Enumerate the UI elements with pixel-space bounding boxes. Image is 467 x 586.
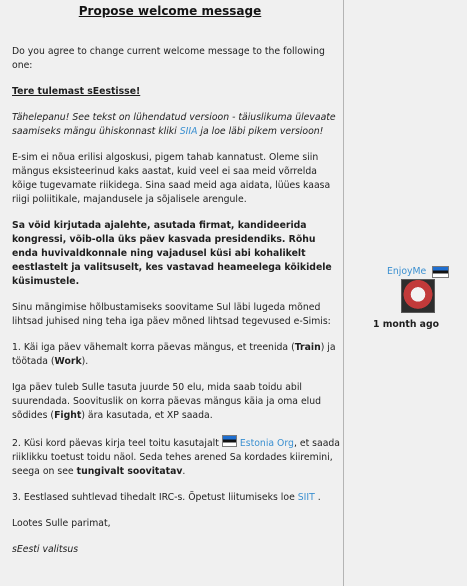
irc-guide-link[interactable]: SIIT bbox=[297, 492, 315, 503]
author-panel bbox=[345, 0, 467, 586]
step-2 bbox=[12, 435, 340, 479]
step-1 bbox=[12, 341, 340, 369]
paragraph-4-text-end: ) ära kasutada, et XP saada. bbox=[81, 410, 213, 421]
train-keyword: Train bbox=[294, 342, 321, 353]
intro-text: Do you agree to change current welcome message to the following one: bbox=[12, 46, 325, 71]
message-note bbox=[12, 111, 340, 139]
estonia-org-link[interactable]: Estonia Org bbox=[239, 438, 294, 449]
page-title: Propose welcome message bbox=[78, 4, 262, 18]
step-2-text: 2. Küsi kord päevas kirja teel toitu kasutajalt bbox=[12, 438, 219, 449]
step-3-text-end: . bbox=[314, 492, 321, 503]
step-2-text-end: . bbox=[182, 466, 186, 477]
signature: sEesti valitsus bbox=[12, 544, 79, 555]
avatar[interactable] bbox=[401, 279, 435, 313]
paragraph-4-text: Iga päev tuleb Sulle tasuta juurde 50 elu, mida saab toidu abil suurendada. Soovituslik on korra päevas mängus käia ja oma elud sõdides ( bbox=[12, 382, 322, 421]
note-link[interactable]: SIIA bbox=[179, 126, 198, 137]
closing-text: Lootes Sulle parimat, bbox=[12, 518, 111, 529]
message-paragraph-2: Sa võid kirjutada ajalehte, asutada firmat, kandideerida kongressi, võib-olla üks päev kasvada presidendiks. Rõhu enda huvivaldkonnale ning vajadusel küsi abi kohalikelt eestlastelt ja valitsuselt, kes vastavad heameelega kõikidele küsimustele. bbox=[12, 220, 332, 287]
strongly-recommended-text: tungivalt soovitatav bbox=[76, 466, 183, 477]
step-3 bbox=[12, 491, 340, 505]
fight-keyword: Fight bbox=[54, 410, 82, 421]
estonia-flag-icon bbox=[432, 266, 449, 278]
post-content bbox=[12, 45, 340, 569]
estonia-flag-icon bbox=[222, 435, 237, 447]
note-text-end: ja loe läbi pikem versioon! bbox=[197, 126, 324, 137]
author-name-link[interactable]: EnjoyMe bbox=[387, 266, 427, 277]
message-paragraph-1: E-sim ei nõua erilisi algoskusi, pigem tahab kannatust. Oleme siin mängus eksisteerinud kaks aastat, kuid veel ei saa meid võrrelda kõige tugevamate riikidega. Sina saad meid aga aidata, lüües kaasa riigi poliitikale, majandusele ja sõjalisele arengule. bbox=[12, 152, 331, 205]
note-text: Tähelepanu! See tekst on lühendatud versioon - täiuslikuma ülevaate saamiseks mängu ühiskonnast kliki bbox=[12, 112, 336, 137]
post-time: 1 month ago bbox=[372, 319, 439, 330]
message-heading: Tere tulemast sEestisse! bbox=[12, 86, 141, 97]
step-2-text-mid: , et saada riiklikku toetust toidu näol. Seda tehes arened Sa kordades kiiremini, seega on see bbox=[12, 438, 341, 477]
message-paragraph-3: Sinu mängimise hõlbustamiseks soovitame Sul läbi lugeda mõned lihtsad juhised ning teha iga päev mõned lihtsad tegevused e-Simis: bbox=[12, 302, 331, 327]
work-keyword: Work bbox=[54, 356, 82, 367]
step-3-text: 3. Eestlased suhtlevad tihedalt IRC-s. Õpetust liitumiseks loe bbox=[12, 492, 298, 503]
message-paragraph-4 bbox=[12, 381, 340, 423]
step-1-text-mid: ) ja töötada ( bbox=[12, 342, 336, 367]
step-1-text-end: ). bbox=[81, 356, 89, 367]
step-1-text: 1. Käi iga päev vähemalt korra päevas mängus, et treenida ( bbox=[12, 342, 295, 353]
